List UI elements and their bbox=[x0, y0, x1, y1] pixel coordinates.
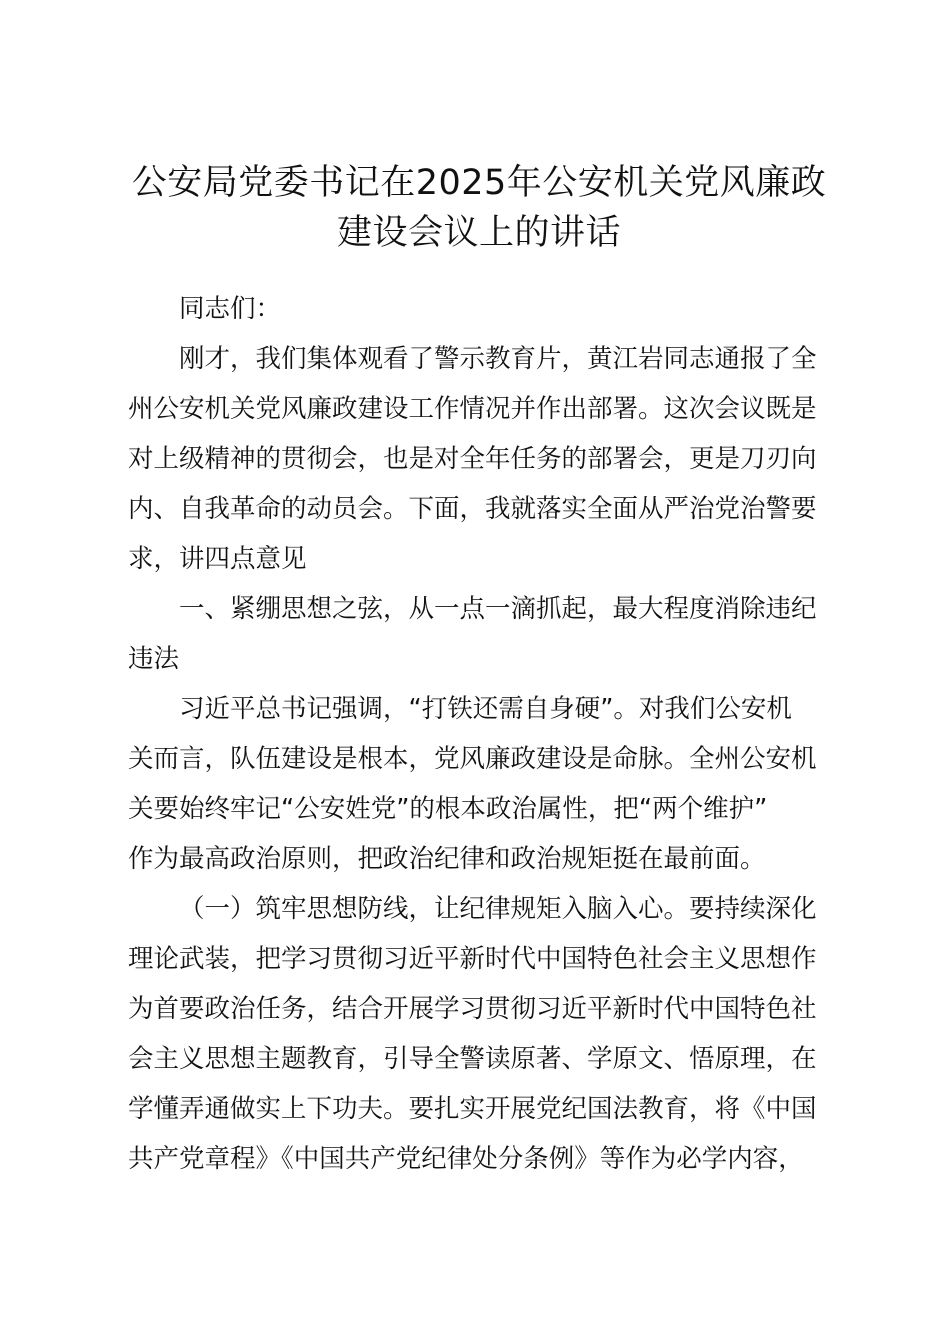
paragraph-line: 共产党章程》《中国共产党纪律处分条例》等作为必学内容， bbox=[128, 1144, 804, 1174]
paragraph-line: 作为最高政治原则，把政治纪律和政治规矩挺在最前面。 bbox=[128, 844, 766, 874]
title-line-2: 建设会议上的讲话 bbox=[336, 213, 621, 253]
paragraph-line: （一）筑牢思想防线，让纪律规矩入脑入心。要持续深化 bbox=[179, 894, 817, 924]
paragraph-line: 州公安机关党风廉政建设工作情况并作出部署。这次会议既是 bbox=[128, 394, 817, 424]
paragraph-line: 刚才，我们集体观看了警示教育片，黄江岩同志通报了全 bbox=[179, 344, 817, 374]
opening-paragraph bbox=[128, 334, 834, 584]
paragraph-line: 关要始终牢记“公安姓党”的根本政治属性，把“两个维护” bbox=[128, 794, 768, 824]
section-heading-1 bbox=[128, 584, 834, 684]
salutation-paragraph bbox=[128, 284, 834, 334]
paragraph-line: 习近平总书记强调，“打铁还需自身硬”。对我们公安机 bbox=[179, 694, 792, 724]
paragraph-line: 学懂弄通做实上下功夫。要扎实开展党纪国法教育，将《中国 bbox=[128, 1094, 817, 1124]
paragraph-line: 为首要政治任务，结合开展学习贯彻习近平新时代中国特色社 bbox=[128, 994, 817, 1024]
title-line-1: 公安局党委书记在2025年公安机关党风廉政 bbox=[131, 163, 827, 203]
paragraph-line: 内、自我革命的动员会。下面，我就落实全面从严治党治警要 bbox=[128, 494, 817, 524]
paragraph-line: 关而言，队伍建设是根本，党风廉政建设是命脉。全州公安机 bbox=[128, 744, 817, 774]
document-body bbox=[128, 284, 834, 1184]
document-title bbox=[120, 158, 838, 258]
paragraph-line: 理论武装，把学习贯彻习近平新时代中国特色社会主义思想作 bbox=[128, 944, 817, 974]
heading-line: 一、紧绷思想之弦，从一点一滴抓起，最大程度消除违纪 bbox=[179, 594, 817, 624]
paragraph-line: 对上级精神的贯彻会，也是对全年任务的部署会，更是刀刃向 bbox=[128, 444, 817, 474]
paragraph-line: 求，讲四点意见 bbox=[128, 544, 307, 574]
paragraph-line: 会主义思想主题教育，引导全警读原著、学原文、悟原理，在 bbox=[128, 1044, 817, 1074]
paragraph-line: 同志们： bbox=[179, 294, 282, 324]
subsection-1-paragraph bbox=[128, 884, 834, 1184]
heading-line: 违法 bbox=[128, 644, 180, 674]
section-1-intro-paragraph bbox=[128, 684, 834, 884]
